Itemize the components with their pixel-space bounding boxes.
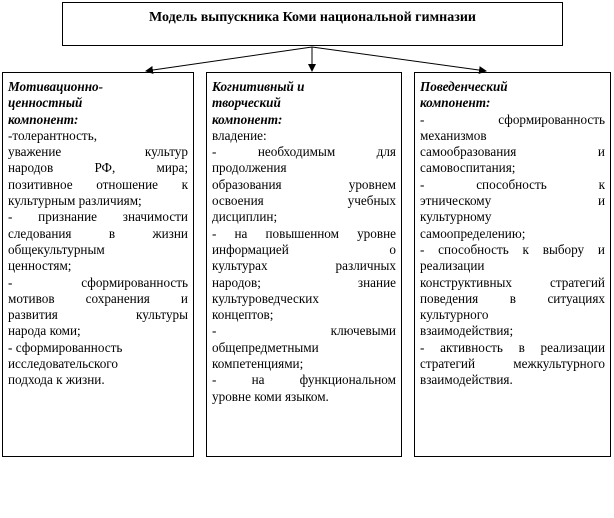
component-text-line: -толерантность,	[8, 127, 98, 143]
behavioral-component-box	[414, 72, 611, 457]
component-text-line: освоения учебных	[212, 193, 396, 209]
component-text-line: подхода к жизни.	[8, 372, 105, 388]
component-text-line: исследовательского	[8, 356, 118, 372]
component-text-line: мотивов сохранения и	[8, 290, 188, 306]
component-text-line: механизмов	[420, 127, 487, 143]
component-text-line: народов; знание	[212, 274, 396, 290]
component-text-line: народа коми;	[8, 323, 81, 339]
component-text-line: позитивное отношение к	[8, 176, 188, 192]
component-text-line: конструктивных стратегий	[420, 274, 605, 290]
component-text-line: культурным различиям;	[8, 193, 142, 209]
component-text-line: этническому и	[420, 193, 605, 209]
component-text-line: взаимодействия;	[420, 323, 514, 339]
component-text-line: - способность к выбору и	[420, 241, 605, 257]
component-text-line: культурах различных	[212, 258, 396, 274]
component-text-line: общепредметными	[212, 339, 319, 355]
component-text-line: культуроведческих	[212, 290, 319, 306]
component-text-line: - на повышенном уровне	[212, 225, 396, 241]
component-text-line: взаимодействия.	[420, 372, 513, 388]
component-text-line: общекультурным	[8, 241, 105, 257]
component-text-line: ценностям;	[8, 258, 72, 274]
component-text-line: компетенциями;	[212, 356, 304, 372]
component-text-line: культурного	[420, 307, 489, 323]
component-text-line: дисциплин;	[212, 209, 278, 225]
component-text-line: концептов;	[212, 307, 274, 323]
component-text-line: народов РФ, мира;	[8, 160, 188, 176]
arrow-to-motivational	[146, 47, 312, 71]
arrow-to-behavioral	[312, 47, 486, 71]
component-text-line: уровне коми языком.	[212, 388, 329, 404]
component-text-line: - признание значимости	[8, 209, 188, 225]
component-text-line: - ключевыми	[212, 323, 396, 339]
component-heading-line: Мотивационно-	[8, 79, 104, 94]
component-text-line: - необходимым для	[212, 144, 396, 160]
component-text-line: - активность в реализации	[420, 339, 605, 355]
component-heading-line: компонент:	[8, 111, 79, 127]
component-text-line: - сформированность	[8, 339, 123, 355]
component-heading-line: компонент:	[212, 111, 283, 127]
component-text-line: - способность к	[420, 176, 605, 192]
component-text-line: поведения в ситуациях	[420, 290, 605, 306]
component-text-line: владение:	[212, 127, 267, 143]
component-heading-line: компонент:	[420, 95, 491, 111]
motivational-value-component-box	[2, 72, 194, 457]
component-text-line: - сформированность	[420, 111, 605, 127]
component-heading-line: Поведенческий	[420, 79, 508, 94]
component-text-line: уважение культур	[8, 144, 188, 160]
diagram-title: Модель выпускника Коми национальной гимназии	[62, 2, 563, 46]
component-text-line: самообразования и	[420, 144, 605, 160]
component-text-line: стратегий межкультурного	[420, 356, 605, 372]
component-text-line: информацией о	[212, 241, 396, 257]
component-text-line: самоопределению;	[420, 225, 526, 241]
component-text-line: следования в жизни	[8, 225, 188, 241]
component-text-line: - на функциональном	[212, 372, 396, 388]
component-text-line: образования уровнем	[212, 176, 396, 192]
component-text-line: реализации	[420, 258, 485, 274]
component-heading-line: ценностный	[8, 95, 83, 111]
component-text-line: самовоспитания;	[420, 160, 516, 176]
cognitive-creative-component-box	[206, 72, 402, 457]
component-text-line: - сформированность	[8, 274, 188, 290]
component-text-line: развития культуры	[8, 307, 188, 323]
component-text-line: продолжения	[212, 160, 287, 176]
component-heading-line: творческий	[212, 95, 281, 111]
component-heading-line: Когнитивный и	[212, 79, 305, 94]
component-text-line: культурному	[420, 209, 492, 225]
